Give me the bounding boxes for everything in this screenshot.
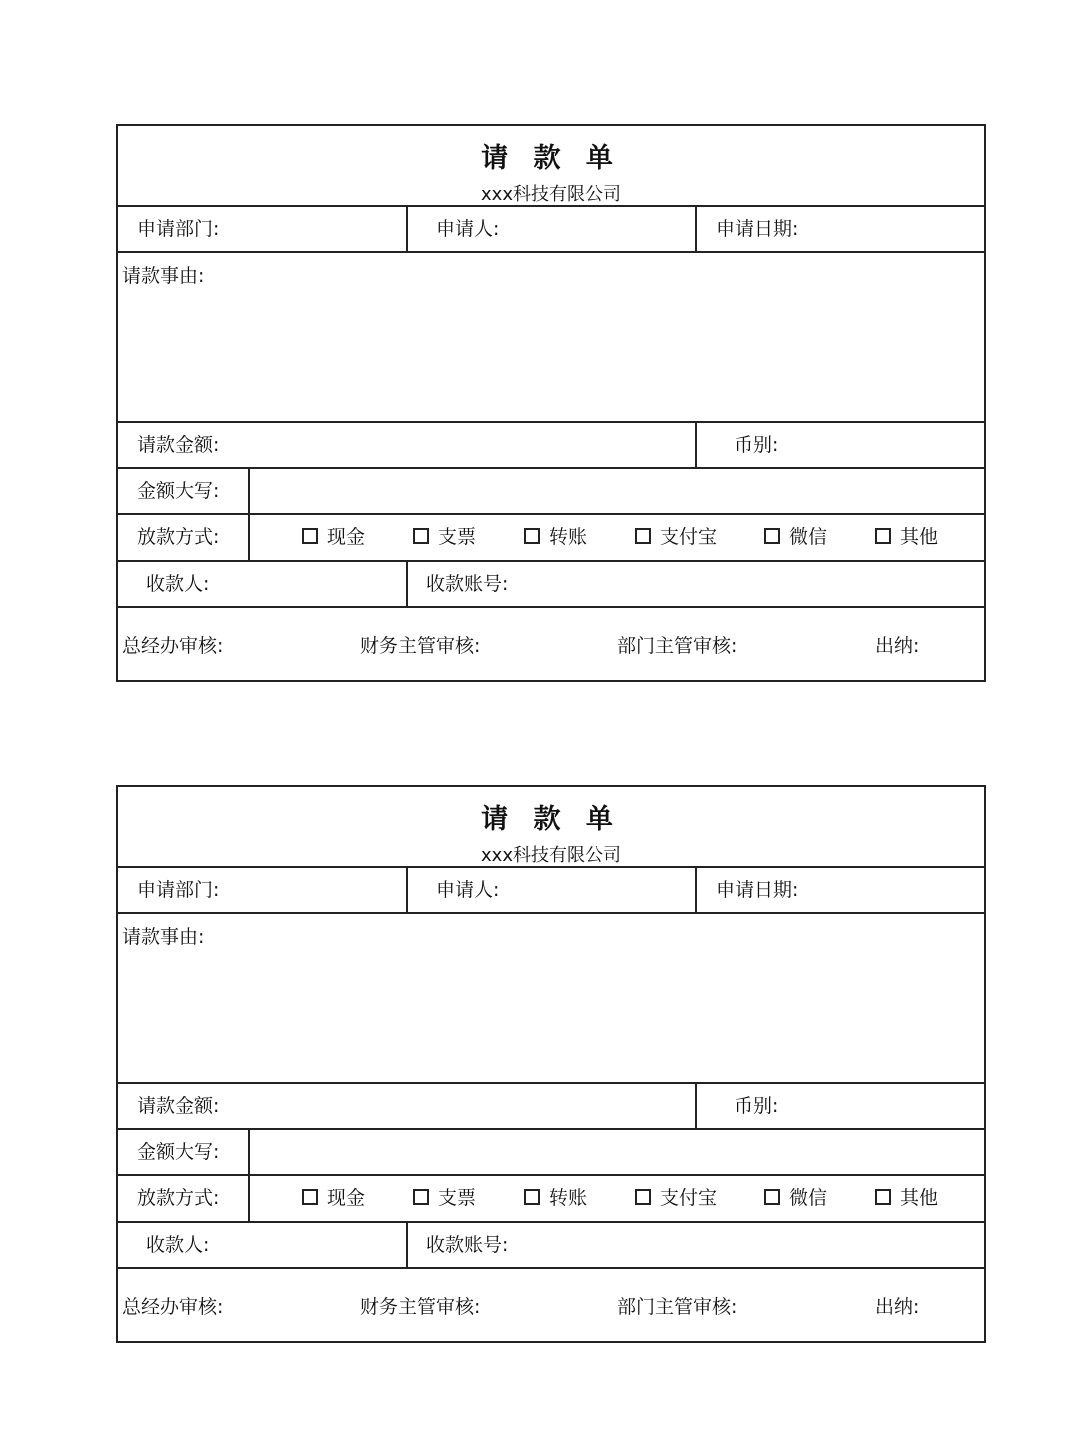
- currency-field[interactable]: 币别:: [734, 1095, 779, 1117]
- applicant-field[interactable]: 申请人:: [436, 218, 500, 240]
- reason-field[interactable]: [118, 914, 984, 1084]
- amount-field[interactable]: 请款金额:: [137, 1095, 220, 1117]
- payment-method-row: [118, 515, 984, 562]
- divider: [406, 207, 408, 251]
- divider: [248, 1176, 250, 1221]
- payee-row: [118, 562, 984, 608]
- gm-approval[interactable]: 总经办审核:: [122, 1296, 224, 1318]
- amount-row: [118, 423, 984, 469]
- option-label: 现金: [327, 1187, 366, 1209]
- divider: [406, 562, 408, 606]
- form-header: [118, 126, 984, 207]
- divider: [248, 515, 250, 560]
- option-label: 微信: [789, 1187, 828, 1209]
- amount-upper-label: 金额大写:: [137, 1141, 220, 1163]
- form-title: 请 款 单: [481, 143, 621, 174]
- payee-field[interactable]: 收款人:: [146, 1234, 210, 1256]
- reason-field[interactable]: [118, 253, 984, 423]
- option-check[interactable]: [413, 1176, 476, 1221]
- option-other[interactable]: [875, 1176, 938, 1221]
- amount-upper-row: [118, 469, 984, 515]
- checkbox[interactable]: [875, 1189, 891, 1205]
- amount-field[interactable]: 请款金额:: [137, 434, 220, 456]
- option-transfer[interactable]: [524, 515, 587, 560]
- option-label: 支票: [438, 526, 477, 548]
- option-label: 其他: [900, 1187, 939, 1209]
- finance-approval[interactable]: 财务主管审核:: [360, 635, 481, 657]
- reason-label: 请款事由:: [122, 926, 205, 948]
- company-name: xxx科技有限公司: [481, 184, 621, 205]
- option-other[interactable]: [875, 515, 938, 560]
- currency-field[interactable]: 币别:: [734, 434, 779, 456]
- applicant-info-row: [118, 207, 984, 253]
- checkbox[interactable]: [524, 1189, 540, 1205]
- gm-approval[interactable]: 总经办审核:: [122, 635, 224, 657]
- checkbox[interactable]: [413, 528, 429, 544]
- dept-approval[interactable]: 部门主管审核:: [617, 635, 738, 657]
- option-cash[interactable]: [302, 1176, 365, 1221]
- option-label: 支付宝: [660, 1187, 718, 1209]
- option-label: 现金: [327, 526, 366, 548]
- divider: [248, 1130, 250, 1174]
- payee-row: [118, 1223, 984, 1269]
- dept-approval[interactable]: 部门主管审核:: [617, 1296, 738, 1318]
- reason-label: 请款事由:: [122, 265, 205, 287]
- payment-method-row: [118, 1176, 984, 1223]
- finance-approval[interactable]: 财务主管审核:: [360, 1296, 481, 1318]
- divider: [406, 868, 408, 912]
- checkbox[interactable]: [764, 1189, 780, 1205]
- option-label: 支付宝: [660, 526, 718, 548]
- approval-row: [118, 608, 984, 680]
- checkbox[interactable]: [302, 1189, 318, 1205]
- option-label: 转账: [549, 526, 588, 548]
- approval-row: [118, 1269, 984, 1341]
- form-title: 请 款 单: [481, 804, 621, 835]
- option-label: 其他: [900, 526, 939, 548]
- divider: [695, 207, 697, 251]
- option-check[interactable]: [413, 515, 476, 560]
- divider: [695, 1084, 697, 1128]
- date-field[interactable]: 申请日期:: [716, 218, 799, 240]
- account-field[interactable]: 收款账号:: [426, 1234, 509, 1256]
- option-label: 支票: [438, 1187, 477, 1209]
- checkbox[interactable]: [524, 528, 540, 544]
- option-label: 转账: [549, 1187, 588, 1209]
- amount-upper-label: 金额大写:: [137, 480, 220, 502]
- option-transfer[interactable]: [524, 1176, 587, 1221]
- option-alipay[interactable]: [635, 515, 717, 560]
- checkbox[interactable]: [875, 528, 891, 544]
- payment-method-label: 放款方式:: [137, 526, 220, 548]
- checkbox[interactable]: [302, 528, 318, 544]
- divider: [248, 469, 250, 513]
- account-field[interactable]: 收款账号:: [426, 573, 509, 595]
- checkbox[interactable]: [635, 1189, 651, 1205]
- form-header: [118, 787, 984, 868]
- payment-request-form-2: [116, 785, 986, 1343]
- payment-request-form-1: [116, 124, 986, 682]
- applicant-field[interactable]: 申请人:: [436, 879, 500, 901]
- option-wechat[interactable]: [764, 1176, 827, 1221]
- date-field[interactable]: 申请日期:: [716, 879, 799, 901]
- company-name: xxx科技有限公司: [481, 845, 621, 866]
- amount-row: [118, 1084, 984, 1130]
- option-label: 微信: [789, 526, 828, 548]
- department-field[interactable]: 申请部门:: [137, 218, 220, 240]
- checkbox[interactable]: [635, 528, 651, 544]
- department-field[interactable]: 申请部门:: [137, 879, 220, 901]
- divider: [695, 423, 697, 467]
- checkbox[interactable]: [413, 1189, 429, 1205]
- option-alipay[interactable]: [635, 1176, 717, 1221]
- cashier-signature[interactable]: 出纳:: [875, 1296, 920, 1318]
- applicant-info-row: [118, 868, 984, 914]
- option-cash[interactable]: [302, 515, 365, 560]
- payment-method-label: 放款方式:: [137, 1187, 220, 1209]
- amount-upper-row: [118, 1130, 984, 1176]
- divider: [695, 868, 697, 912]
- option-wechat[interactable]: [764, 515, 827, 560]
- payee-field[interactable]: 收款人:: [146, 573, 210, 595]
- divider: [406, 1223, 408, 1267]
- checkbox[interactable]: [764, 528, 780, 544]
- cashier-signature[interactable]: 出纳:: [875, 635, 920, 657]
